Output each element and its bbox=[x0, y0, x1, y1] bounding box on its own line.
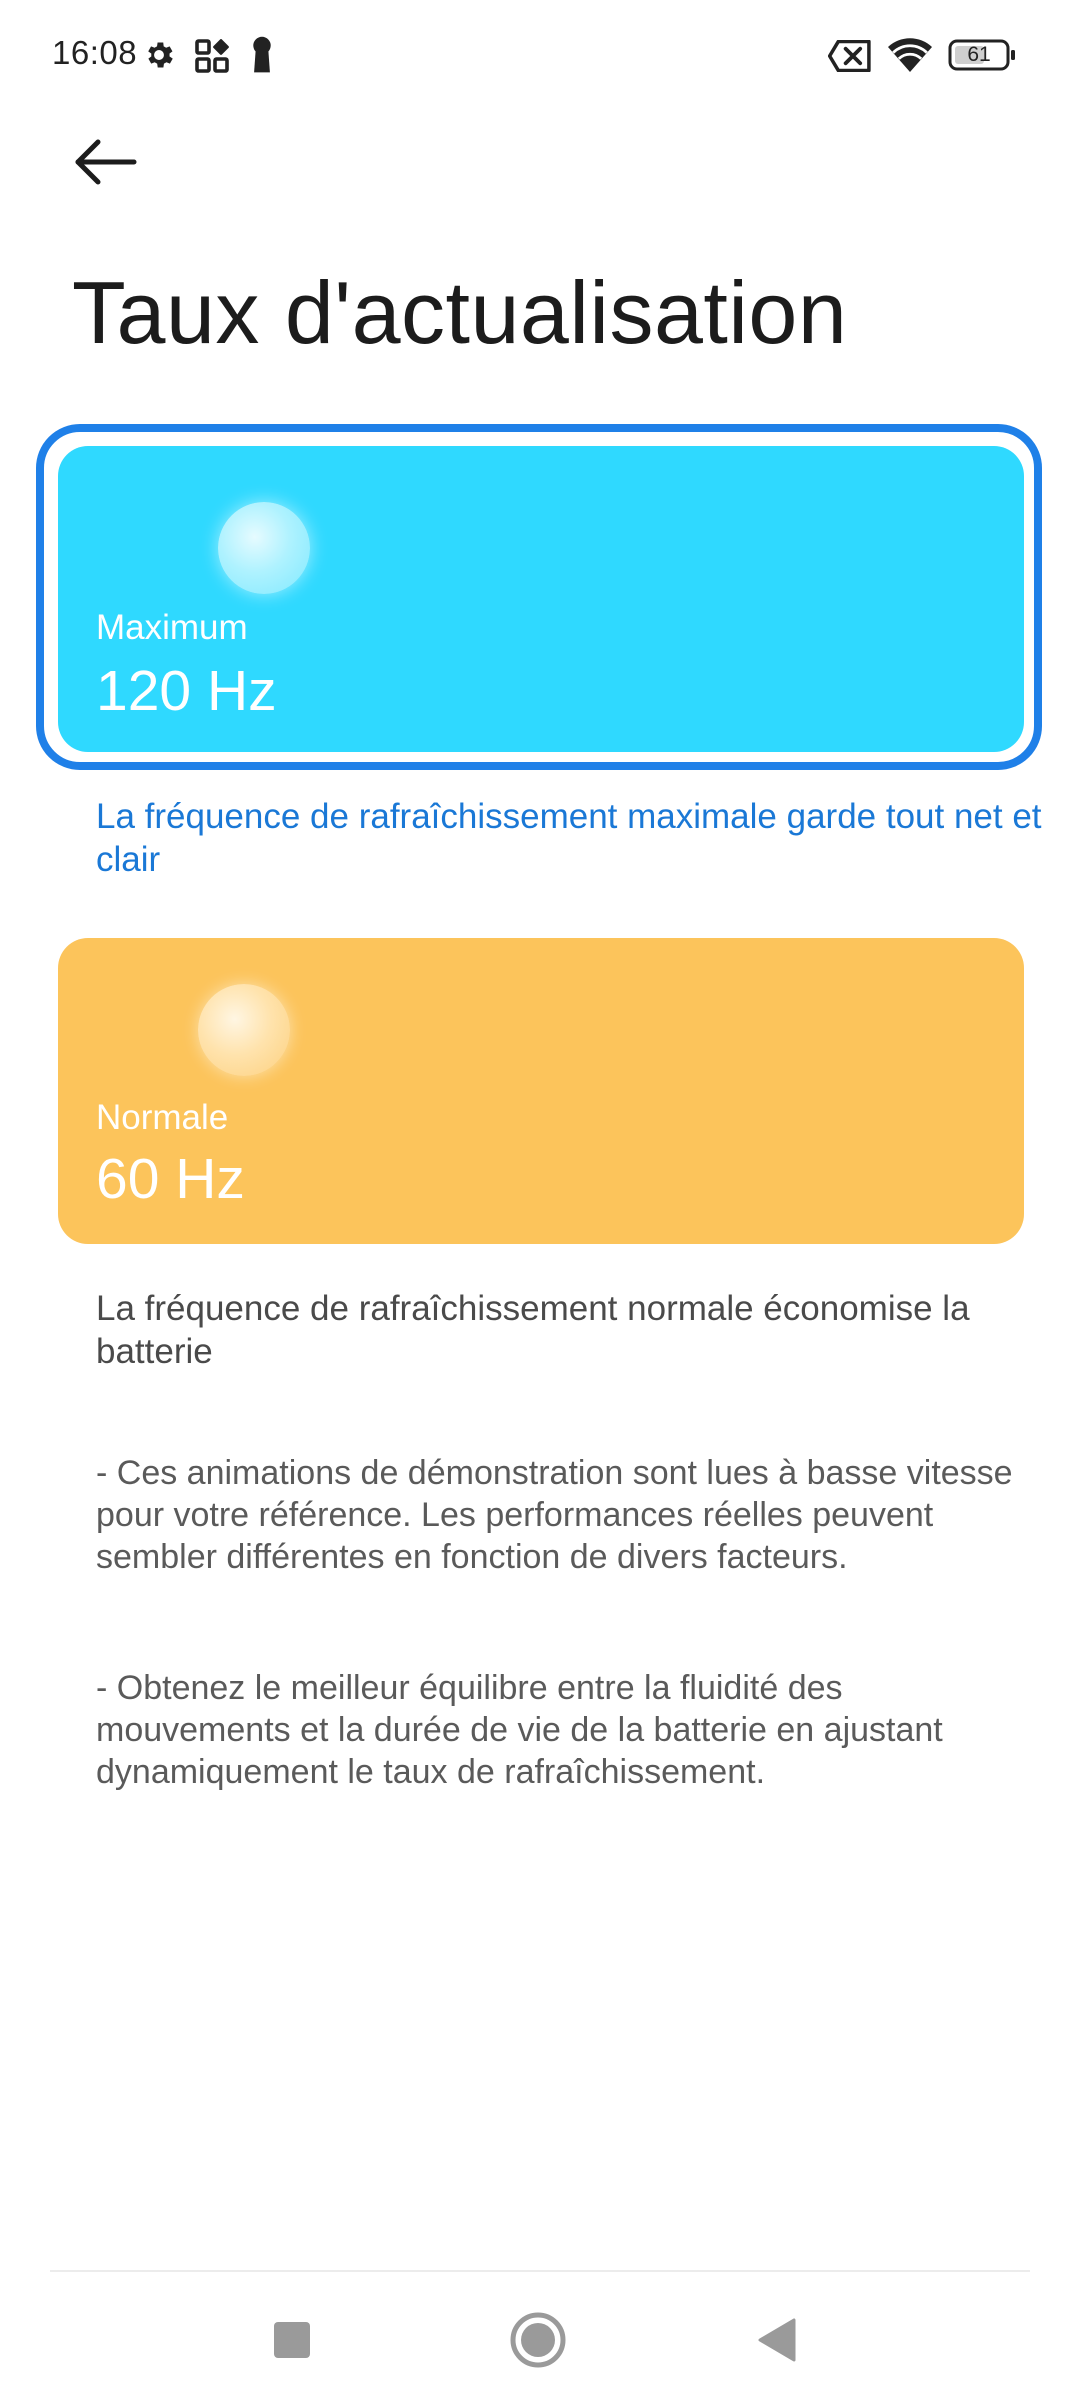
battery-level: 61 bbox=[967, 43, 991, 66]
recent-apps-icon bbox=[274, 2322, 310, 2358]
option-description-maximum: La fréquence de rafraîchissement maximale garde tout net et clair bbox=[96, 797, 1042, 879]
option-value: 60 Hz bbox=[96, 1147, 245, 1211]
demo-ball bbox=[218, 502, 310, 594]
arrow-left-icon bbox=[78, 142, 134, 182]
sim-off-icon bbox=[828, 40, 872, 72]
option-card-normale[interactable] bbox=[58, 938, 1024, 1244]
gear-icon bbox=[142, 38, 176, 72]
battery-icon bbox=[948, 38, 1018, 72]
nav-divider bbox=[50, 2270, 1030, 2272]
info-note: - Obtenez le meilleur équilibre entre la fluidité des mouvements et la durée de vie de la batterie en ajustant dynamiquement le taux de rafraîchissement. bbox=[96, 1669, 943, 1791]
info-note: - Ces animations de démonstration sont lues à basse vitesse pour votre référence. Les performances réelles peuvent sembler différentes en fonction de divers facteurs. bbox=[96, 1454, 1013, 1576]
nav-back-button[interactable] bbox=[756, 2316, 800, 2364]
keyhole-icon bbox=[250, 36, 274, 74]
home-icon bbox=[513, 2315, 563, 2365]
option-label: Maximum bbox=[96, 608, 248, 647]
home-button[interactable] bbox=[508, 2310, 568, 2370]
demo-ball bbox=[198, 984, 290, 1076]
back-triangle-icon bbox=[760, 2320, 794, 2360]
option-card-maximum[interactable] bbox=[58, 446, 1024, 752]
back-button[interactable] bbox=[70, 130, 150, 200]
option-description-normale: La fréquence de rafraîchissement normale économise la batterie bbox=[96, 1289, 970, 1371]
option-value: 120 Hz bbox=[96, 659, 277, 723]
recent-apps-button[interactable] bbox=[270, 2318, 314, 2362]
wifi-icon bbox=[886, 34, 934, 74]
option-label: Normale bbox=[96, 1098, 229, 1137]
status-time: 16:08 bbox=[52, 34, 138, 71]
status-bar bbox=[0, 0, 1080, 110]
page-title: Taux d'actualisation bbox=[72, 263, 848, 362]
grid-icon bbox=[194, 38, 230, 74]
